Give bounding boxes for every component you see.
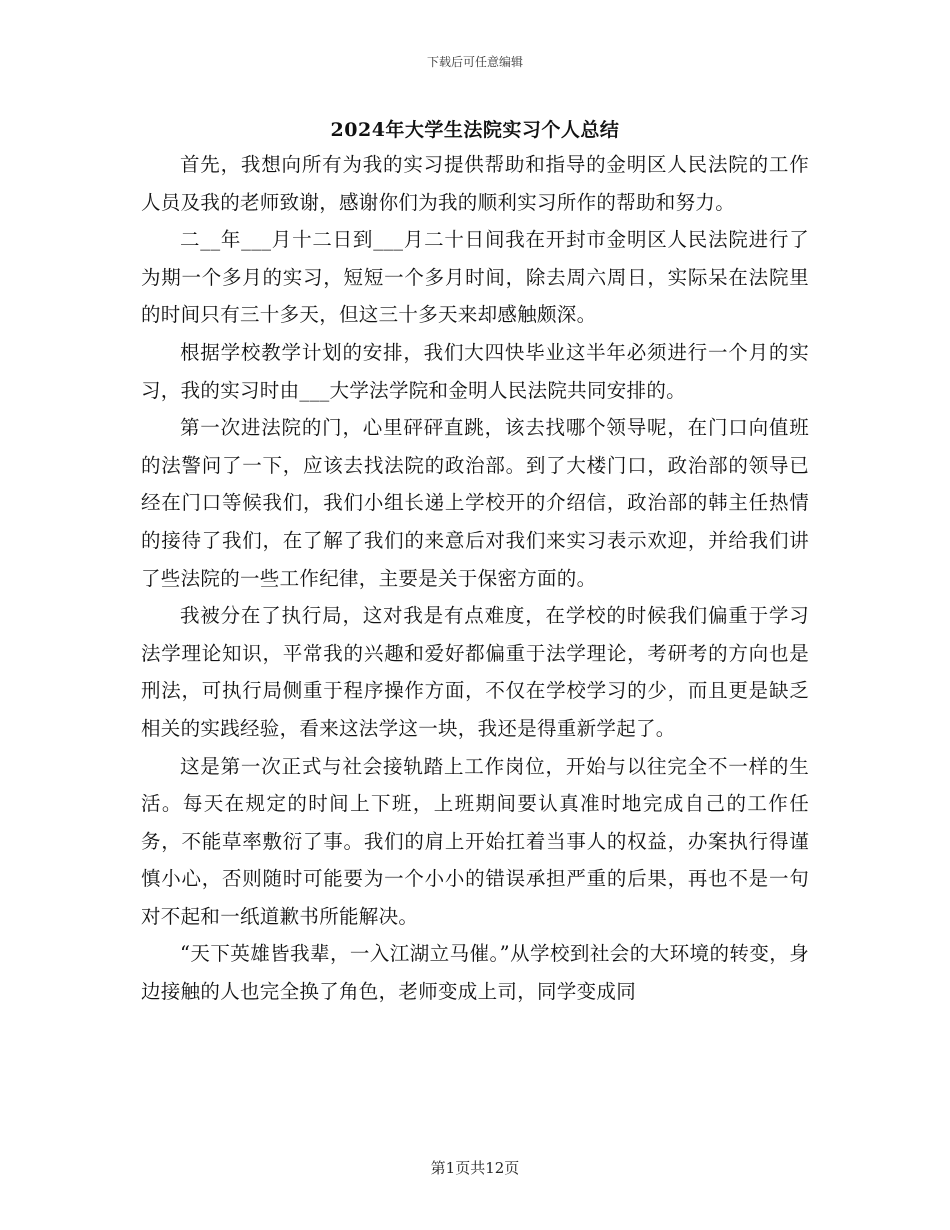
document-title: 2024年大学生法院实习个人总结 <box>330 119 620 141</box>
paragraph: “天下英雄皆我辈，一入江湖立马催。”从学校到社会的大环境的转变，身边接触的人也完全换了角色，老师变成上司，同学变成同 <box>141 942 809 1004</box>
page-number: 第1页共12页 <box>430 1159 520 1177</box>
page-header: 下载后可任意编辑 <box>426 55 523 69</box>
paragraph: 首先，我想向所有为我的实习提供帮助和指导的金明区人民法院的工作人员及我的老师致谢，感谢你们为我的顺利实习所作的帮助和努力。 <box>141 153 809 214</box>
paragraph: 二__年___月十二日到___月二十日间我在开封市金明区人民法院进行了为期一个多月的实习，短短一个多月时间，除去周六周日，实际呆在法院里的时间只有三十多天，但这三十多天来却感触颇深。 <box>141 228 809 327</box>
paragraph: 我被分在了执行局，这对我是有点难度，在学校的时候我们偏重于学习法学理论知识，平常我的兴趣和爱好都偏重于法学理论，考研考的方向也是刑法，可执行局侧重于程序操作方面，不仅在学校学习的少，而且更是缺乏相关的实践经验，看来这法学这一块，我还是得重新学起了。 <box>141 604 809 740</box>
paragraph: 第一次进法院的门，心里砰砰直跳，该去找哪个领导呢，在门口向值班的法警问了一下，应该去找法院的政治部。到了大楼门口，政治部的领导已经在门口等候我们，我们小组长递上学校开的介绍信，政治部的韩主任热情的接待了我们，在了解了我们的来意后对我们来实习表示欢迎，并给我们讲了些法院的一些工作纪律，主要是关于保密方面的。 <box>141 416 809 590</box>
paragraph: 这是第一次正式与社会接轨踏上工作岗位，开始与以往完全不一样的生活。每天在规定的时间上下班，上班期间要认真准时地完成自己的工作任务，不能草率敷衍了事。我们的肩上开始扛着当事人的权益，办案执行得谨慎小心，否则随时可能要为一个小小的错误承担严重的后果，再也不是一句对不起和一纸道歉书所能解决。 <box>141 754 809 928</box>
document-body <box>141 146 809 1011</box>
paragraph: 根据学校教学计划的安排，我们大四快毕业这半年必须进行一个月的实习，我的实习时由___大学法学院和金明人民法院共同安排的。 <box>141 340 809 402</box>
